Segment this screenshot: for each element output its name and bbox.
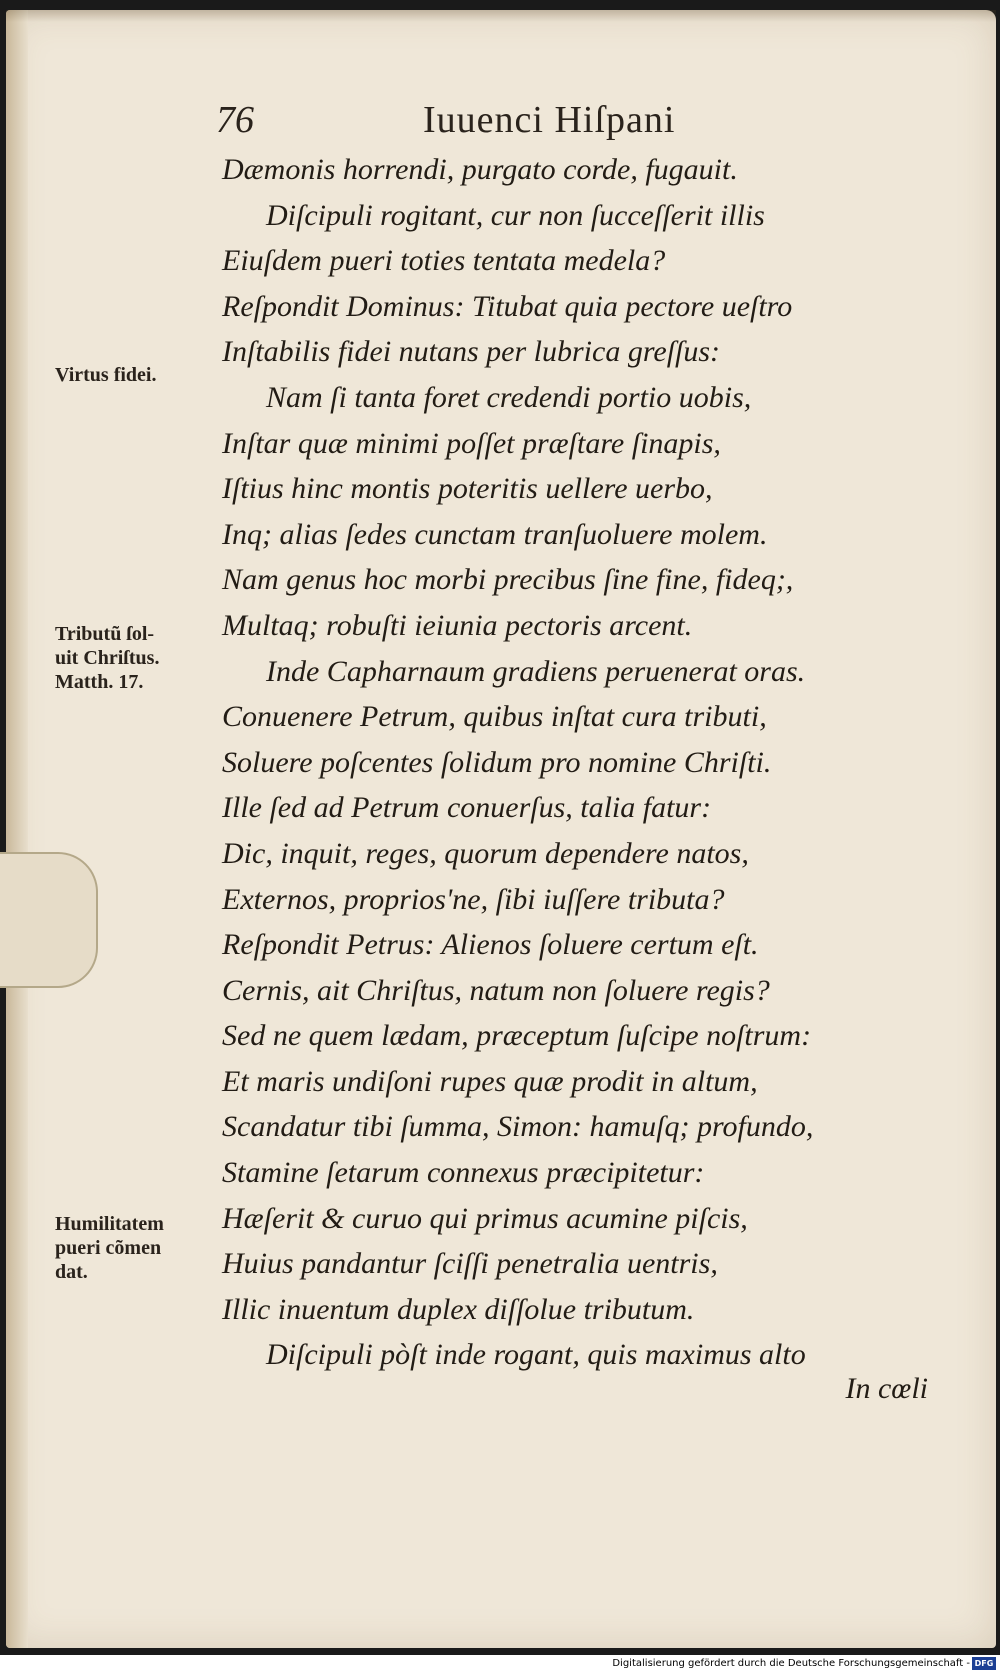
verse-line: Stamine ſetarum connexus præcipitetur: [222, 1156, 705, 1190]
page-tab-mark [0, 852, 98, 988]
verse-text-block [222, 147, 922, 1378]
verse-line: Nam genus hoc morbi precibus ſine fine, fideq;, [222, 563, 794, 597]
verse-line: Inde Capharnaum gradiens peruenerat oras. [266, 654, 806, 688]
verse-line: Externos, proprios'ne, ſibi iuſſere tributa? [222, 882, 725, 916]
verse-line: Ille ſed ad Petrum conuerſus, talia fatur: [222, 791, 712, 825]
verse-line: Scandatur tibi ſumma, Simon: hamuſq; profundo, [222, 1110, 814, 1144]
page-number: 76 [216, 99, 254, 141]
verse-line: Inſtar quæ minimi poſſet præſtare ſinapis, [222, 426, 721, 460]
verse-line: Reſpondit Dominus: Titubat quia pectore ueſtro [222, 289, 793, 323]
verse-line: Inſtabilis fidei nutans per lubrica greſſus: [222, 335, 721, 369]
verse-line: Iſtius hinc montis poteritis uellere uerbo, [222, 472, 713, 506]
verse-line: Soluere poſcentes ſolidum pro nomine Chriſti. [222, 745, 772, 779]
dfg-logo: DFG [972, 1657, 996, 1670]
verse-line: Inq; alias ſedes cunctam tranſuoluere molem. [222, 517, 768, 551]
verse-line: Hæſerit & curuo qui primus acumine piſcis, [222, 1201, 748, 1235]
verse-line: Huius pandantur ſciſſi penetralia uentris, [222, 1247, 718, 1281]
verse-line: Eiuſdem pueri toties tentata medela? [222, 244, 666, 278]
marginal-note-virtus-fidei: Virtus fidei. [55, 364, 157, 386]
page-header [216, 98, 736, 148]
verse-line: Multaq; robuſti ieiunia pectoris arcent. [222, 608, 693, 642]
catchword: In cœli [845, 1372, 928, 1405]
verse-line: Diſcipuli pòſt inde rogant, quis maximus alto [266, 1338, 806, 1372]
verse-line: Et maris undiſoni rupes quæ prodit in altum, [222, 1064, 758, 1098]
verse-line: Dæmonis horrendi, purgato corde, fugauit. [222, 153, 738, 186]
verse-line: Diſcipuli rogitant, cur non ſucceſſerit illis [266, 198, 765, 232]
page-gutter-edge [6, 10, 28, 1648]
marginal-note-humilitatem: Humilitatem pueri cõmen dat. [55, 1213, 164, 1283]
verse-line: Dic, inquit, reges, quorum dependere natos, [222, 836, 749, 870]
footer-credit: Digitalisierung gefördert durch die Deutsche Forschungsgemeinschaft - [612, 1658, 970, 1669]
page-top-shadow [6, 10, 996, 22]
running-title: Iuuenci Hiſpani [423, 99, 676, 141]
verse-line: Cernis, ait Chriſtus, natum non ſoluere regis? [222, 973, 770, 1007]
verse-line: Illic inuentum duplex diſſolue tributum. [222, 1292, 695, 1326]
verse-line: Conuenere Petrum, quibus inſtat cura tributi, [222, 700, 767, 734]
verse-line: Sed ne quem lædam, præceptum ſuſcipe noſtrum: [222, 1019, 812, 1053]
marginal-note-tributum: Tributũ ſol- uit Chriſtus. Matth. 17. [55, 623, 160, 693]
verse-line: Nam ſi tanta foret credendi portio uobis, [266, 380, 752, 414]
verse-line: Reſpondit Petrus: Alienos ſoluere certum eſt. [222, 928, 759, 962]
